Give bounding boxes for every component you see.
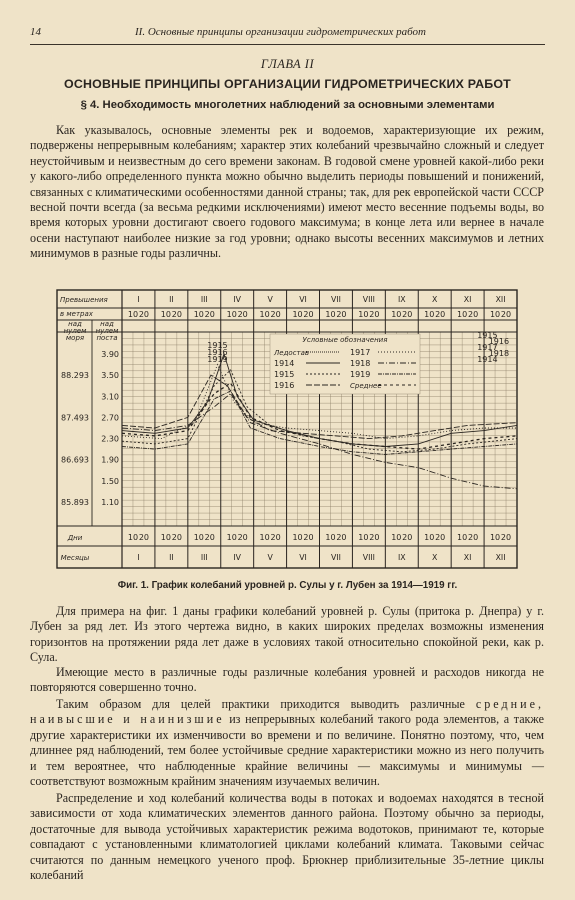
day-label-bottom: 20 bbox=[369, 533, 380, 542]
month-label-bottom: V bbox=[267, 553, 273, 562]
column-head-gauge: поста bbox=[96, 334, 118, 342]
day-label-top: 10 bbox=[292, 310, 303, 319]
row-label-months: Месяцы bbox=[60, 554, 90, 562]
month-label-top: VI bbox=[299, 295, 307, 304]
ice-year-label: 1914 bbox=[477, 355, 498, 364]
day-label-top: 20 bbox=[270, 310, 281, 319]
paragraph-4-end: из непрерывных колебаний такого рода элементов, а также другие характеристики их изменчивости во времени и по величине. Понятно поэтому, что, чем длиннее ряд наблюдений, тем более устойчивые средние характеристики можно из него получить и тем вероятнее, что наблюденные крайние величины — максимумы и минимумы — соответствуют возможным крайним значениям изучаемых величин. bbox=[30, 712, 544, 789]
chart-grid bbox=[57, 290, 517, 568]
column-head-gauge: нулем bbox=[95, 327, 119, 335]
ice-year-label: 1916 bbox=[207, 348, 228, 357]
day-label-top: 20 bbox=[138, 310, 150, 319]
page-number: 14 bbox=[30, 26, 41, 38]
legend-label: 1917 bbox=[350, 348, 371, 357]
gauge-tick: 3.90 bbox=[101, 350, 119, 359]
day-label-bottom: 20 bbox=[171, 533, 182, 542]
month-label-bottom: VI bbox=[299, 553, 307, 562]
day-label-top: 10 bbox=[325, 310, 336, 319]
month-label-bottom: I bbox=[137, 553, 140, 562]
gauge-tick: 2.70 bbox=[101, 413, 119, 423]
month-label-top: XI bbox=[463, 295, 472, 304]
day-label-top: 10 bbox=[160, 310, 171, 319]
ice-year-label: 1916 bbox=[488, 337, 510, 346]
running-title: II. Основные принципы организации гидрометрических работ bbox=[135, 26, 426, 38]
chapter-heading: ГЛАВА II bbox=[260, 57, 315, 71]
gauge-tick: 3.10 bbox=[101, 392, 119, 402]
gauge-tick: 3.50 bbox=[101, 371, 119, 381]
month-label-top: XII bbox=[495, 295, 506, 304]
legend-label: 1915 bbox=[274, 370, 295, 379]
day-label-top: 20 bbox=[435, 310, 446, 319]
day-label-top: 20 bbox=[303, 310, 314, 319]
column-head-sea: моря bbox=[65, 334, 85, 342]
month-label-top: I bbox=[137, 295, 140, 304]
water-level-chart bbox=[55, 288, 520, 570]
paragraph-1: Как указывалось, основные элементы рек и водоемов, характеризующие их режим, подвержены непрерывным колебаниям; характер этих колебаний чрезвычайно сложный и следует неустойчивым и неизвестным до сего времени законам. В годовой смене уровней какой-либо реки у какого-либо определенного пункта можно обычно выделить периоды повышений и понижений, связанных с климатическими особенностями данной страны; так, для рек европейской части СССР весной почти всегда (за весьма редкими исключениями) имеют место весенние подъемы воды, во время которых уровни достигают своего годового максимума; в конце лета или вернее в начале осени наступают наиболее низкие за год уровни; однако высоты весенних максимумов и летних минимумов в разные годы различны. bbox=[30, 123, 544, 261]
month-label-bottom: IV bbox=[233, 553, 242, 562]
day-label-top: 10 bbox=[424, 310, 435, 319]
month-label-top: IX bbox=[397, 295, 406, 304]
day-label-top: 10 bbox=[193, 310, 204, 319]
day-label-bottom: 20 bbox=[468, 533, 479, 542]
day-label-bottom: 20 bbox=[500, 533, 512, 542]
month-label-top: VII bbox=[330, 295, 341, 304]
gauge-tick: 1.10 bbox=[101, 498, 119, 507]
ice-year-label: 1918 bbox=[488, 349, 510, 358]
month-label-top: III bbox=[200, 295, 208, 304]
paragraph-2: Для примера на фиг. 1 даны графики колебаний уровней р. Сулы (притока р. Днепра) у г. Лубен за ряд лет. Из этого чертежа видно, в каких широких пределах возможны изменения горизонтов на протяжении ряда лет даже в условиях такой относительно спокойной реки, как р. Сула. bbox=[30, 604, 544, 665]
day-label-top: 10 bbox=[391, 310, 402, 319]
legend-label: 1914 bbox=[274, 359, 295, 368]
gauge-tick: 1.90 bbox=[101, 455, 119, 465]
day-label-bottom: 20 bbox=[138, 533, 150, 542]
day-label-top: 20 bbox=[468, 310, 479, 319]
legend-label: 1918 bbox=[350, 359, 371, 368]
month-label-bottom: VIII bbox=[362, 553, 375, 562]
day-label-bottom: 20 bbox=[435, 533, 446, 542]
sea-level-tick: 85.893 bbox=[61, 498, 89, 507]
day-label-top: 10 bbox=[259, 310, 270, 319]
day-label-top: 20 bbox=[369, 310, 380, 319]
gauge-tick: 1.50 bbox=[101, 476, 119, 486]
day-label-top: 20 bbox=[500, 310, 512, 319]
sea-level-tick: 86.693 bbox=[61, 455, 89, 465]
day-label-bottom: 10 bbox=[489, 533, 501, 542]
legend-label: 1919 bbox=[350, 370, 371, 379]
month-label-bottom: II bbox=[169, 553, 174, 562]
month-label-top: IV bbox=[233, 295, 242, 304]
day-label-bottom: 10 bbox=[358, 533, 369, 542]
legend-label: Ледостав bbox=[274, 349, 310, 357]
day-label-bottom: 10 bbox=[457, 533, 468, 542]
month-label-top: VIII bbox=[362, 295, 375, 304]
day-label-bottom: 20 bbox=[204, 533, 215, 542]
section-heading: § 4. Необходимость многолетних наблюдений за основными элементами bbox=[80, 99, 495, 111]
paragraph-4-start: Таким образом для целей практики приходится выводить различные bbox=[56, 697, 465, 711]
day-label-bottom: 10 bbox=[259, 533, 270, 542]
day-label-bottom: 20 bbox=[336, 533, 347, 542]
day-label-bottom: 10 bbox=[193, 533, 204, 542]
day-label-top: 10 bbox=[457, 310, 468, 319]
paragraph-5: Распределение и ход колебаний количества воды в потоках и водоемах находятся в тесной зависимости от хода климатических элементов данного района. Поэтому обычно за периоды, достаточные для вывода устойчивых характеристик режима водотоков, принимают те, которые совпадают с установленными климатологией циклами колебаний климата. Таковыми сейчас считаются по данным немецкого ученого проф. Брюкнер приблизительные 35-летние циклы колебаний bbox=[30, 791, 544, 883]
month-label-bottom: III bbox=[200, 553, 208, 562]
month-label-top: X bbox=[432, 295, 438, 304]
day-label-bottom: 20 bbox=[237, 533, 248, 542]
day-label-bottom: 20 bbox=[270, 533, 281, 542]
sea-level-tick: 87.493 bbox=[61, 413, 89, 423]
chart-legend bbox=[270, 334, 420, 394]
month-label-top: V bbox=[267, 295, 273, 304]
month-label-bottom: X bbox=[432, 553, 438, 562]
row-label-days: Дни bbox=[67, 534, 83, 542]
day-label-bottom: 10 bbox=[424, 533, 435, 542]
spaced-terms: средние, наивысшие и наинизшие bbox=[30, 697, 544, 727]
figure-caption: Фиг. 1. График колебаний уровней р. Сулы у г. Лубен за 1914—1919 гг. bbox=[117, 580, 458, 591]
day-label-top: 20 bbox=[171, 310, 182, 319]
day-label-top: 10 bbox=[358, 310, 369, 319]
day-label-top: 10 bbox=[226, 310, 237, 319]
day-label-bottom: 20 bbox=[303, 533, 314, 542]
day-label-bottom: 10 bbox=[391, 533, 402, 542]
month-label-bottom: VII bbox=[330, 553, 341, 562]
day-label-top: 20 bbox=[237, 310, 248, 319]
column-head-sea: нулем bbox=[63, 327, 87, 335]
paragraph-4 bbox=[30, 697, 544, 789]
day-label-bottom: 20 bbox=[402, 533, 413, 542]
legend-label: Среднее bbox=[350, 382, 382, 390]
day-label-bottom: 10 bbox=[160, 533, 171, 542]
sea-level-tick: 88.293 bbox=[61, 371, 89, 381]
gauge-tick: 2.30 bbox=[101, 434, 119, 444]
month-label-bottom: IX bbox=[397, 553, 406, 562]
day-label-top: 20 bbox=[402, 310, 413, 319]
day-label-bottom: 10 bbox=[226, 533, 237, 542]
legend-title: Условные обозначения bbox=[302, 336, 388, 344]
running-head bbox=[30, 24, 545, 45]
day-label-top: 10 bbox=[127, 310, 139, 319]
day-label-bottom: 10 bbox=[325, 533, 336, 542]
month-label-top: II bbox=[169, 295, 174, 304]
ice-year-label: 1915 bbox=[207, 341, 228, 350]
day-label-bottom: 10 bbox=[127, 533, 139, 542]
legend-label: 1916 bbox=[274, 381, 295, 390]
day-label-bottom: 10 bbox=[292, 533, 303, 542]
month-label-bottom: XI bbox=[463, 553, 472, 562]
column-head-gauge: над bbox=[100, 320, 114, 328]
day-label-top: 20 bbox=[204, 310, 215, 319]
day-label-top: 20 bbox=[336, 310, 347, 319]
corner-label-1: Превышения bbox=[60, 296, 108, 304]
ice-year-label: 1917 bbox=[477, 343, 498, 352]
corner-label-2: в метрах bbox=[60, 310, 93, 318]
ice-year-label: 1915 bbox=[477, 331, 498, 340]
ice-year-label: 1919 bbox=[207, 355, 228, 364]
chapter-title: ОСНОВНЫЕ ПРИНЦИПЫ ОРГАНИЗАЦИИ ГИДРОМЕТРИЧЕСКИХ РАБОТ bbox=[64, 77, 511, 91]
day-label-top: 10 bbox=[489, 310, 501, 319]
column-head-sea: над bbox=[68, 320, 82, 328]
paragraph-3: Имеющие место в различные годы различные колебания уровней и расходов никогда не повторяются совершенно точно. bbox=[30, 665, 544, 695]
month-label-bottom: XII bbox=[495, 553, 506, 562]
